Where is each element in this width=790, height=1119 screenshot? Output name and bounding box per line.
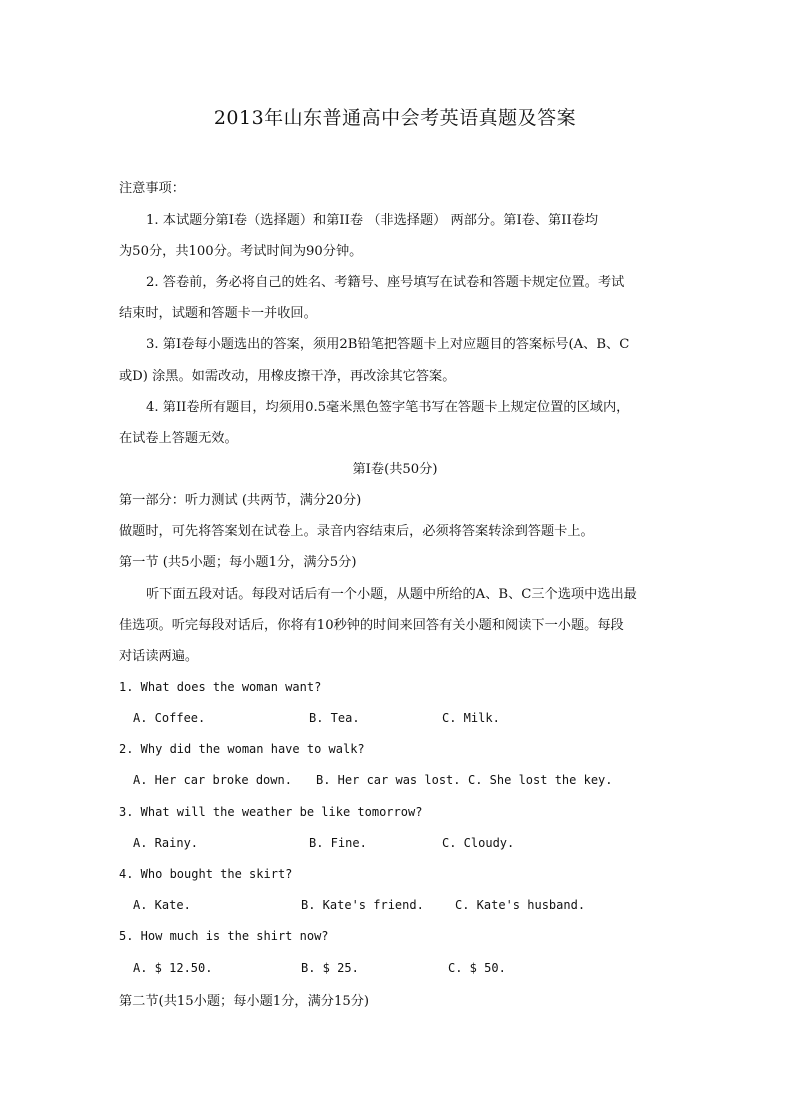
notice-2-line-1: 2. 答卷前，务必将自己的姓名、考籍号、座号填写在试卷和答题卡规定位置。考试 <box>146 275 625 290</box>
question-1: 1. What does the woman want? <box>119 680 322 694</box>
question-4-option-a: A. Kate. <box>133 898 191 912</box>
question-5-option-a: A. $ 12.50. <box>133 961 213 975</box>
question-1-option-a: A. Coffee. <box>133 711 206 725</box>
part1-heading: 第一部分：听力测试 (共两节，满分20分) <box>119 493 362 508</box>
question-3-option-c: C. Cloudy. <box>442 836 515 850</box>
section1-instruction-line-1: 听下面五段对话。每段对话后有一个小题，从题中所给的A、B、C三个选项中选出最 <box>146 587 637 602</box>
notice-4-line-2: 在试卷上答题无效。 <box>119 431 238 446</box>
question-2-option-c: C. She lost the key. <box>468 773 613 787</box>
notice-3-line-1: 3. 第I卷每小题选出的答案，须用2B铅笔把答题卡上对应题目的答案标号(A、B、C <box>146 337 630 352</box>
question-5-option-b: B. $ 25. <box>301 961 359 975</box>
question-4-option-c: C. Kate's husband. <box>455 898 586 912</box>
question-1-option-c: C. Milk. <box>442 711 500 725</box>
notice-4-line-1: 4. 第II卷所有题目，均须用0.5毫米黑色签字笔书写在答题卡上规定位置的区域内， <box>146 400 630 415</box>
question-2-option-a: A. Her car broke down. <box>133 773 292 787</box>
notice-1-line-2: 为50分，共100分。考试时间为90分钟。 <box>119 244 363 259</box>
section1-heading: 第一节 (共5小题；每小题1分，满分5分) <box>119 555 357 570</box>
question-3: 3. What will the weather be like tomorrow? <box>119 805 423 819</box>
question-3-option-a: A. Rainy. <box>133 836 199 850</box>
notice-1-line-1: 1. 本试题分第I卷（选择题）和第II卷 （非选择题） 两部分。第I卷、第II卷均 <box>146 213 599 228</box>
part1-instruction: 做题时，可先将答案划在试卷上。录音内容结束后，必须将答案转涂到答题卡上。 <box>119 524 594 539</box>
question-3-option-b: B. Fine. <box>309 836 367 850</box>
question-5: 5. How much is the shirt now? <box>119 929 329 943</box>
notice-3-line-2: 或D) 涂黑。如需改动，用橡皮擦干净，再改涂其它答案。 <box>119 369 456 384</box>
volume-heading: 第I卷(共50分) <box>352 462 438 477</box>
question-2: 2. Why did the woman have to walk? <box>119 742 365 756</box>
notice-2-line-2: 结束时，试题和答题卡一并收回。 <box>119 306 317 321</box>
section1-instruction-line-2: 佳选项。听完每段对话后，你将有10秒钟的时间来回答有关小题和阅读下一小题。每段 <box>119 618 624 633</box>
section1-instruction-line-3: 对话读两遍。 <box>119 649 199 664</box>
section2-heading: 第二节(共15小题；每小题1分，满分15分) <box>119 994 370 1009</box>
question-1-option-b: B. Tea. <box>309 711 360 725</box>
question-5-option-c: C. $ 50. <box>448 961 506 975</box>
question-4: 4. Who bought the skirt? <box>119 867 293 881</box>
page-title: 2013年山东普通高中会考英语真题及答案 <box>213 107 577 129</box>
question-4-option-b: B. Kate's friend. <box>301 898 424 912</box>
question-2-option-b: B. Her car was lost. <box>316 773 461 787</box>
notice-heading: 注意事项： <box>119 181 185 196</box>
